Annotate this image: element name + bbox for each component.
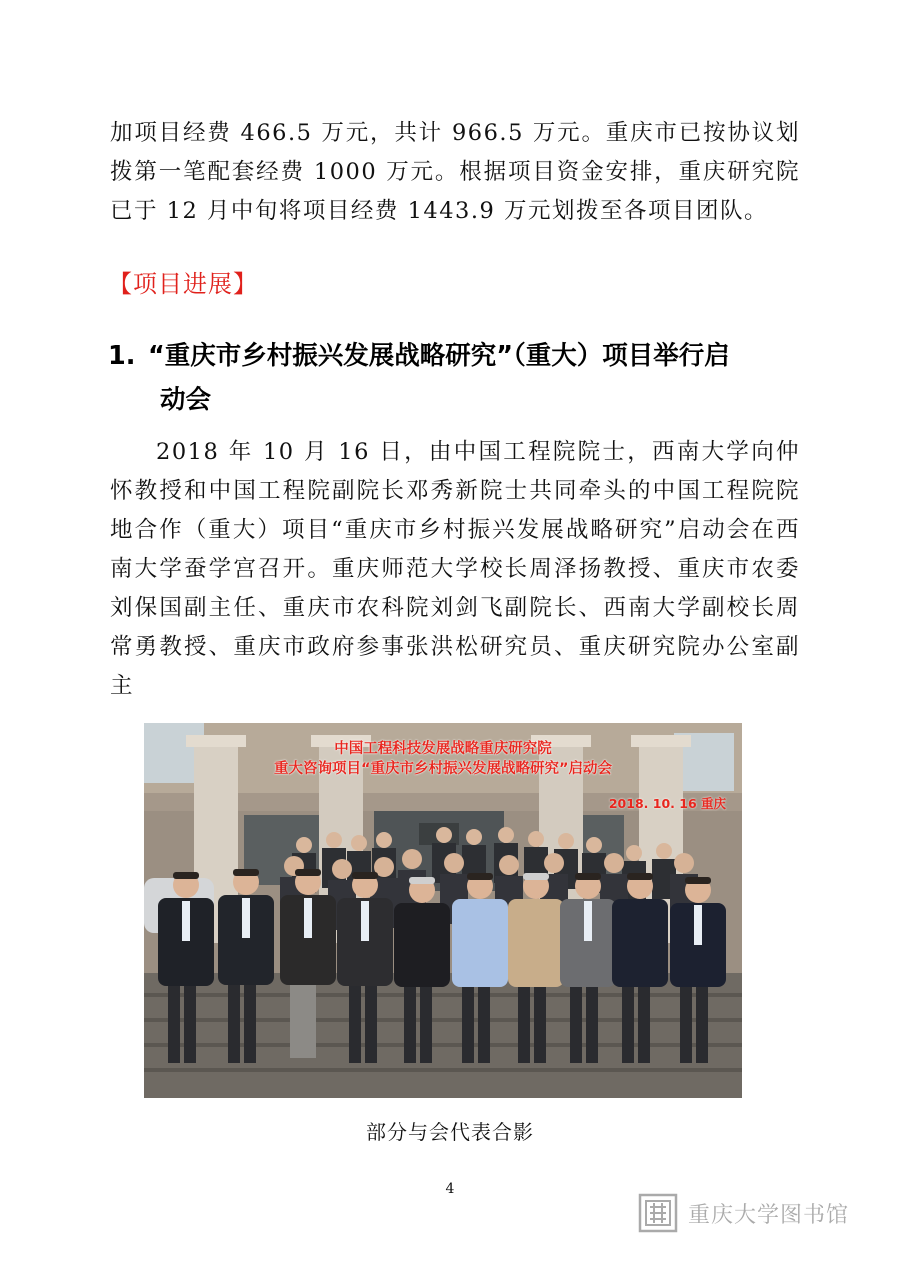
section-heading [108, 334, 808, 422]
heading-title-line1: “重庆市乡村振兴发展战略研究”（重大）项目举行启 [148, 341, 730, 371]
watermark-text: 重庆大学图书馆 [688, 1202, 850, 1228]
paragraph-main: 2018 年 10 月 16 日，由中国工程院院士，西南大学向仲怀教授和中国工程院副院长邓秀新院士共同牵头的中国工程院院地合作（重大）项目“重庆市乡村振兴发展战略研究”启动会在西南大学蚕学宫召开。重庆师范大学校长周泽扬教授、重庆市农委刘保国副主任、重庆市农科院刘剑飞副院长、西南大学副校长周常勇教授、重庆市政府参事张洪松研究员、重庆研究院办公室副主 [110, 439, 800, 699]
heading-title-line2: 动会 [160, 385, 212, 415]
heading-number: 1. [108, 341, 136, 371]
page-number: 4 [445, 1181, 455, 1197]
photo-banner-date: 2018. 10. 16 重庆 [608, 796, 726, 811]
paragraph-top: 加项目经费 466.5 万元，共计 966.5 万元。重庆市已按协议划拨第一笔配套经费 1000 万元。根据项目资金安排，重庆研究院已于 12 月中旬将项目经费 1443.9 万元划拨至各项目团队。 [110, 120, 800, 224]
section-tag: 【项目进展】 [108, 270, 258, 298]
group-photo-scene [144, 723, 742, 1098]
library-watermark [638, 1192, 849, 1234]
photo-banner-line1: 中国工程科技发展战略重庆研究院 [334, 741, 552, 757]
library-seal-icon [638, 1193, 678, 1233]
photo-banner [144, 739, 742, 779]
photo-banner-line2: 重大咨询项目“重庆市乡村振兴发展战略研究”启动会 [273, 761, 613, 777]
group-photo [144, 723, 742, 1098]
photo-caption: 部分与会代表合影 [366, 1120, 534, 1144]
